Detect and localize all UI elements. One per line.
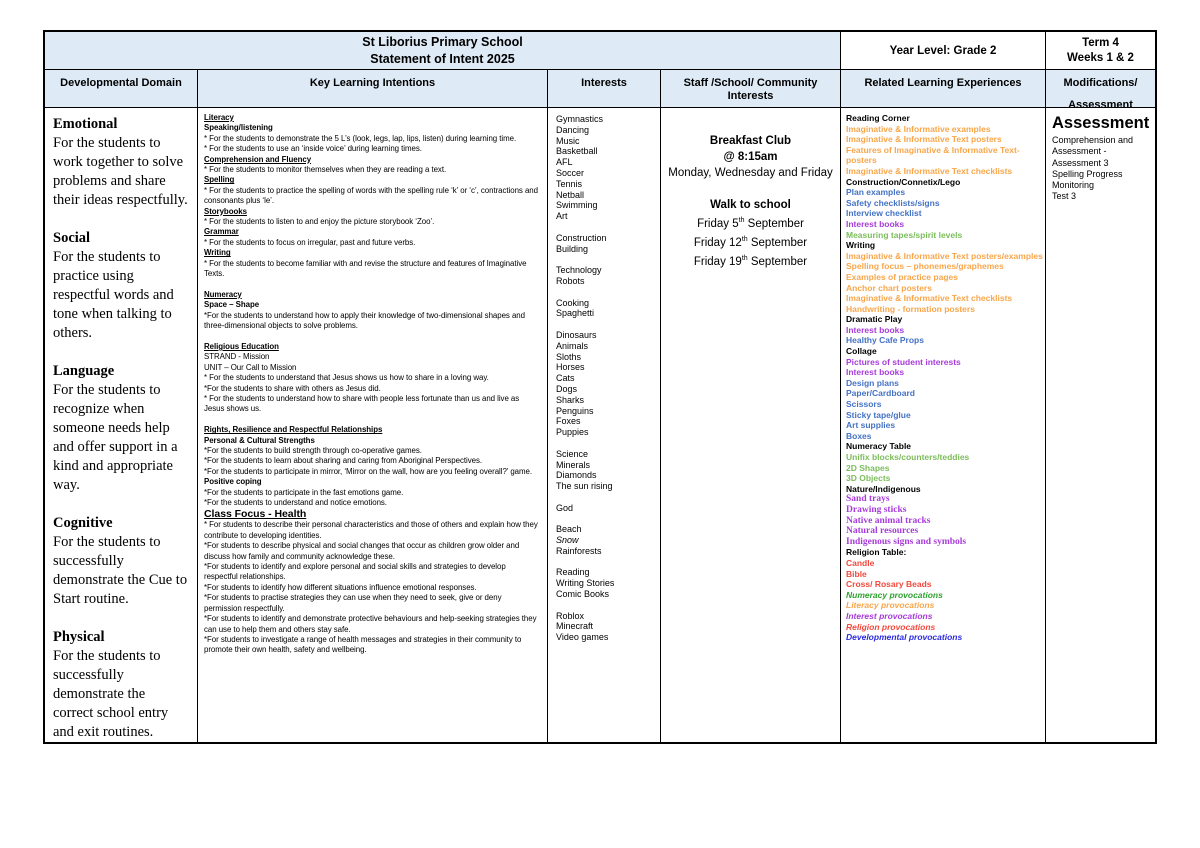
table-body-row [45, 108, 1155, 742]
text-line: Social [53, 230, 91, 246]
text-line: Sticky tape/glue [846, 409, 911, 420]
text-line: 3D Objects [846, 473, 891, 484]
text-line: *For the students to understand and notice emotions. [204, 498, 387, 508]
statement-of-intent-table [43, 30, 1157, 744]
text-line: Developmental provocations [846, 632, 963, 643]
text-line: * For the students to use an ‘inside voice’ during learning times. [204, 144, 422, 154]
school-title-cell [45, 32, 841, 70]
year-level-cell [841, 32, 1046, 70]
interests-cell [548, 108, 661, 742]
text-line: * For the students to focus on irregular, past and future verbs. [204, 237, 416, 247]
text-line: Spaghetti [556, 308, 595, 319]
text-line: Construction [556, 232, 607, 243]
text-line: Spelling focus – phonemes/graphemes [846, 261, 1004, 272]
column-header-key-learning-intentions: Key Learning Intentions [198, 70, 548, 108]
text-line: Anchor chart posters [846, 282, 932, 293]
text-line: Interview checklist [846, 208, 922, 219]
year-level-text: Year Level: Grade 2 [889, 44, 997, 57]
text-line: Reading Corner [846, 113, 910, 123]
text-line: Writing Stories [556, 578, 615, 589]
blank-line [556, 557, 660, 568]
text-line: *For the students to participate in the fast emotions game. [204, 487, 404, 497]
blank-line [667, 181, 834, 197]
key-learning-intentions-cell [198, 108, 548, 742]
staff-community-cell [661, 108, 841, 742]
text-line: Natural resources [846, 526, 919, 537]
column-header-modifications: Modifications/ Assessment [1046, 70, 1155, 108]
text-line: Bible [846, 568, 867, 579]
text-line: Examples of practice pages [846, 271, 958, 282]
text-line: * For the students to understand that Jesus shows us how to share in a loving way. [204, 373, 489, 383]
text-line: Music [556, 135, 580, 146]
text-line: Collage [846, 346, 877, 357]
text-line: * For students to describe their personal characteristics and those of others and explain how they contribute to developing identities. [204, 520, 538, 540]
text-line: * For the students to become familiar with and revise the structure and features of Imaginative Texts. [204, 258, 527, 279]
text-line: * For the students to practice the spelling of words with the spelling rule ‘k’ or ‘c’, contractions and consonants plus ‘le’. [204, 185, 538, 206]
text-line: Roblox [556, 610, 585, 621]
text-line: * For the students to demonstrate the 5 L’s (look, legs, lap, lips, listen) during learning time. [204, 133, 517, 143]
blank-line [53, 609, 189, 628]
text-line: STRAND - Mission [204, 352, 270, 362]
text-line: Boxes [846, 430, 872, 441]
text-line: Sharks [556, 394, 585, 405]
blank-line [53, 343, 189, 362]
text-line: Dinosaurs [556, 329, 597, 340]
text-line: For the students to recognize when someone needs help and offer support in a kind and appropriate way. [53, 382, 178, 493]
text-line: Animals [556, 340, 589, 351]
related-experiences-cell [841, 108, 1046, 742]
text-line: Minecraft [556, 621, 594, 632]
text-line: UNIT – Our Call to Mission [204, 362, 297, 372]
text-line: Dramatic Play [846, 314, 903, 325]
text-line: Indigenous signs and symbols [846, 536, 967, 547]
text-line: Plan examples [846, 187, 906, 198]
text-line: Science [556, 448, 589, 459]
blank-line [204, 415, 541, 425]
column-header-staff-community: Staff /School/ Community Interests [661, 70, 841, 108]
text-line: Friday 12th September [693, 235, 808, 249]
text-line: Reading [556, 567, 590, 578]
text-line: Writing [846, 240, 876, 251]
blank-line [204, 280, 541, 290]
text-line: Pictures of student interests [846, 356, 961, 367]
text-line: Rights, Resilience and Respectful Relationships [204, 425, 383, 435]
text-line: Paper/Cardboard [846, 388, 915, 399]
text-line: *For students to investigate a range of health messages and strategies in their community to promote their own health, safety and wellbeing. [204, 634, 522, 655]
text-line: Penguins [556, 405, 594, 416]
text-line: Friday 5th September [697, 217, 804, 230]
text-line: Soccer [556, 167, 585, 178]
text-line: *For students to identify and explore personal and social skills and strategies to develop respectful relationships. [204, 562, 506, 582]
text-line: For the students to practice using respectful words and tone when talking to others. [53, 249, 174, 341]
text-line: Language [53, 363, 115, 379]
text-line: Technology [556, 265, 602, 276]
term-cell [1046, 32, 1155, 70]
column-header-developmental-domain: Developmental Domain [45, 70, 198, 108]
text-line: Tennis [556, 178, 583, 189]
text-line: Unifix blocks/counters/teddies [846, 452, 970, 462]
blank-line [556, 438, 660, 449]
text-line: Basketball [556, 146, 598, 157]
text-line: Test 3 [1052, 191, 1077, 202]
text-line: *For students to describe physical and social changes that occur as children grow older and discuss how family and community acknowledge these. [204, 541, 520, 561]
text-line: Nature/Indigenous [846, 483, 921, 494]
assessment-lines [1052, 135, 1150, 203]
column-header-row [45, 70, 1155, 108]
text-line: *For students to identify and demonstrate protective behaviours and help-seeking strategies they can use to help them and others stay safe. [204, 614, 537, 634]
text-line: Foxes [556, 416, 581, 427]
text-line: Positive coping [204, 477, 262, 487]
text-line: *For the students to participate in mirror, ‘Mirror on the wall, how are you feeling overall?’ game. [204, 466, 533, 476]
text-line: Imaginative & Informative Text posters [846, 134, 1002, 145]
text-line: Writing [204, 248, 231, 258]
document-title: Statement of Intent 2025 [370, 51, 515, 66]
text-line: Art supplies [846, 420, 896, 431]
text-line: Dogs [556, 383, 578, 394]
text-line: Scissors [846, 399, 882, 410]
text-line: Spelling Progress Monitoring [1052, 168, 1123, 191]
column-header-interests: Interests [548, 70, 661, 108]
text-line: Monday, Wednesday and Friday [668, 167, 833, 179]
weeks-text: Weeks 1 & 2 [1067, 51, 1134, 64]
text-line: Diamonds [556, 470, 597, 481]
text-line: Construction/Connetix/Lego [846, 176, 961, 187]
text-line: Numeracy Table [846, 441, 912, 452]
text-line: * For the students to understand how to share with people less fortunate than us and live as Jesus shows us. [204, 393, 520, 414]
school-name: St Liborius Primary School [362, 34, 523, 49]
text-line: Personal & Cultural Strengths [204, 435, 315, 445]
text-line: Comic Books [556, 589, 610, 600]
column-header-related-experiences: Related Learning Experiences [841, 70, 1046, 108]
text-line: Numeracy [204, 289, 242, 299]
text-line: Religion provocations [846, 621, 936, 632]
text-line: @ 8:15am [723, 151, 778, 163]
text-line: Drawing sticks [846, 504, 907, 515]
text-line: Cross/ Rosary Beads [846, 579, 932, 590]
text-line: Imaginative & Informative Text posters/examples [846, 250, 1043, 261]
text-line: God [556, 502, 574, 513]
text-line: Cooking [556, 297, 590, 308]
text-line: *For the students to build strength through co-operative games. [204, 446, 422, 455]
text-line: Speaking/listening [204, 123, 273, 133]
modifications-assessment-cell [1046, 108, 1155, 742]
text-line: * For the students to monitor themselves when they are reading a text. [204, 165, 447, 175]
text-line: Healthy Cafe Props [846, 335, 924, 346]
text-line: Interest books [846, 218, 905, 229]
text-line: Dancing [556, 124, 590, 135]
blank-line [556, 319, 660, 330]
text-line: Cognitive [53, 515, 113, 531]
text-line: Native animal tracks [846, 515, 931, 526]
text-line: AFL [556, 157, 573, 168]
text-line: Measuring tapes/spirit levels [846, 229, 963, 240]
text-line: Interest books [846, 367, 905, 378]
text-line: For the students to successfully demonstrate the Cue to Start routine. [53, 534, 188, 607]
text-line: Comprehension and Fluency [204, 154, 312, 164]
text-line: Interest provocations [846, 610, 933, 621]
text-line: Comprehension and Assessment - Assessment 3 [1052, 135, 1134, 168]
blank-line [53, 210, 189, 229]
title-row [45, 32, 1155, 70]
term-text: Term 4 [1082, 36, 1119, 49]
text-line: Handwriting - formation posters [846, 303, 975, 314]
text-line: Snow [556, 535, 579, 546]
text-line: *For the students to learn about sharing and caring from Aboriginal Perspectives. [204, 456, 482, 466]
text-line: Netball [556, 189, 585, 200]
text-line: Gymnastics [556, 114, 604, 124]
text-line: Art [556, 211, 568, 222]
text-line: *For the students to understand how to apply their knowledge of two-dimensional shapes and three-dimensional objects to solve problems. [204, 310, 525, 331]
text-line: Walk to school [710, 199, 791, 211]
text-line: Imaginative & Informative Text checklists [846, 293, 1013, 304]
text-line: Breakfast Club [709, 135, 792, 147]
text-line: Class Focus - Health [204, 508, 307, 521]
text-line: Imaginative & Informative examples [846, 123, 991, 134]
assessment-heading: Assessment [1052, 114, 1150, 132]
text-line: Sloths [556, 351, 582, 362]
text-line: The sun rising [556, 481, 613, 492]
text-line: Swimming [556, 200, 598, 211]
text-line: Video games [556, 632, 609, 643]
text-line: Space – Shape [204, 300, 260, 310]
text-line: Building [556, 243, 589, 254]
text-line: For the students to successfully demonstrate the correct school entry and exit routines. [53, 648, 169, 740]
text-line: Grammar [204, 227, 239, 237]
blank-line [556, 492, 660, 503]
blank-line [556, 254, 660, 265]
text-line: Robots [556, 275, 585, 286]
text-line: Friday 19th September [693, 254, 808, 268]
text-line: Horses [556, 362, 585, 373]
text-line: *For students to practise strategies they can use when they need to seek, give or deny permission respectfully. [204, 593, 502, 613]
text-line: Religious Education [204, 341, 279, 351]
text-line: Religion Table: [846, 547, 907, 558]
text-line: Emotional [53, 116, 118, 132]
text-line: Physical [53, 629, 105, 645]
text-line: Features of Imaginative & Informative Text- posters [846, 144, 1020, 166]
text-line: Beach [556, 524, 582, 535]
blank-line [556, 600, 660, 611]
text-line: Safety checklists/signs [846, 197, 940, 208]
blank-line [556, 513, 660, 524]
text-line: Puppies [556, 427, 589, 438]
text-line: Sand trays [846, 494, 890, 505]
developmental-domain-cell [45, 108, 198, 742]
text-line: Literacy provocations [846, 600, 935, 611]
text-line: *For students to identify how different situations influence emotional responses. [204, 582, 477, 592]
text-line: Rainforests [556, 545, 602, 556]
blank-line [556, 287, 660, 298]
text-line: For the students to work together to solve problems and share their ideas respectfully. [53, 135, 188, 208]
blank-line [204, 332, 541, 342]
text-line: Imaginative & Informative Text checklists [846, 165, 1013, 176]
text-line: Cats [556, 373, 575, 384]
text-line: Spelling [204, 175, 235, 185]
text-line: * For the students to listen to and enjoy the picture storybook ‘Zoo’. [204, 217, 435, 227]
text-line: Storybooks [204, 206, 247, 216]
text-line: Literacy [204, 113, 234, 122]
text-line: Candle [846, 557, 875, 568]
text-line: Design plans [846, 377, 899, 388]
text-line: *For the students to share with others as Jesus did. [204, 383, 381, 393]
text-line: Interest books [846, 324, 905, 335]
text-line: Minerals [556, 459, 591, 470]
blank-line [53, 495, 189, 514]
text-line: Numeracy provocations [846, 589, 943, 600]
text-line: 2D Shapes [846, 462, 890, 473]
blank-line [556, 222, 660, 233]
